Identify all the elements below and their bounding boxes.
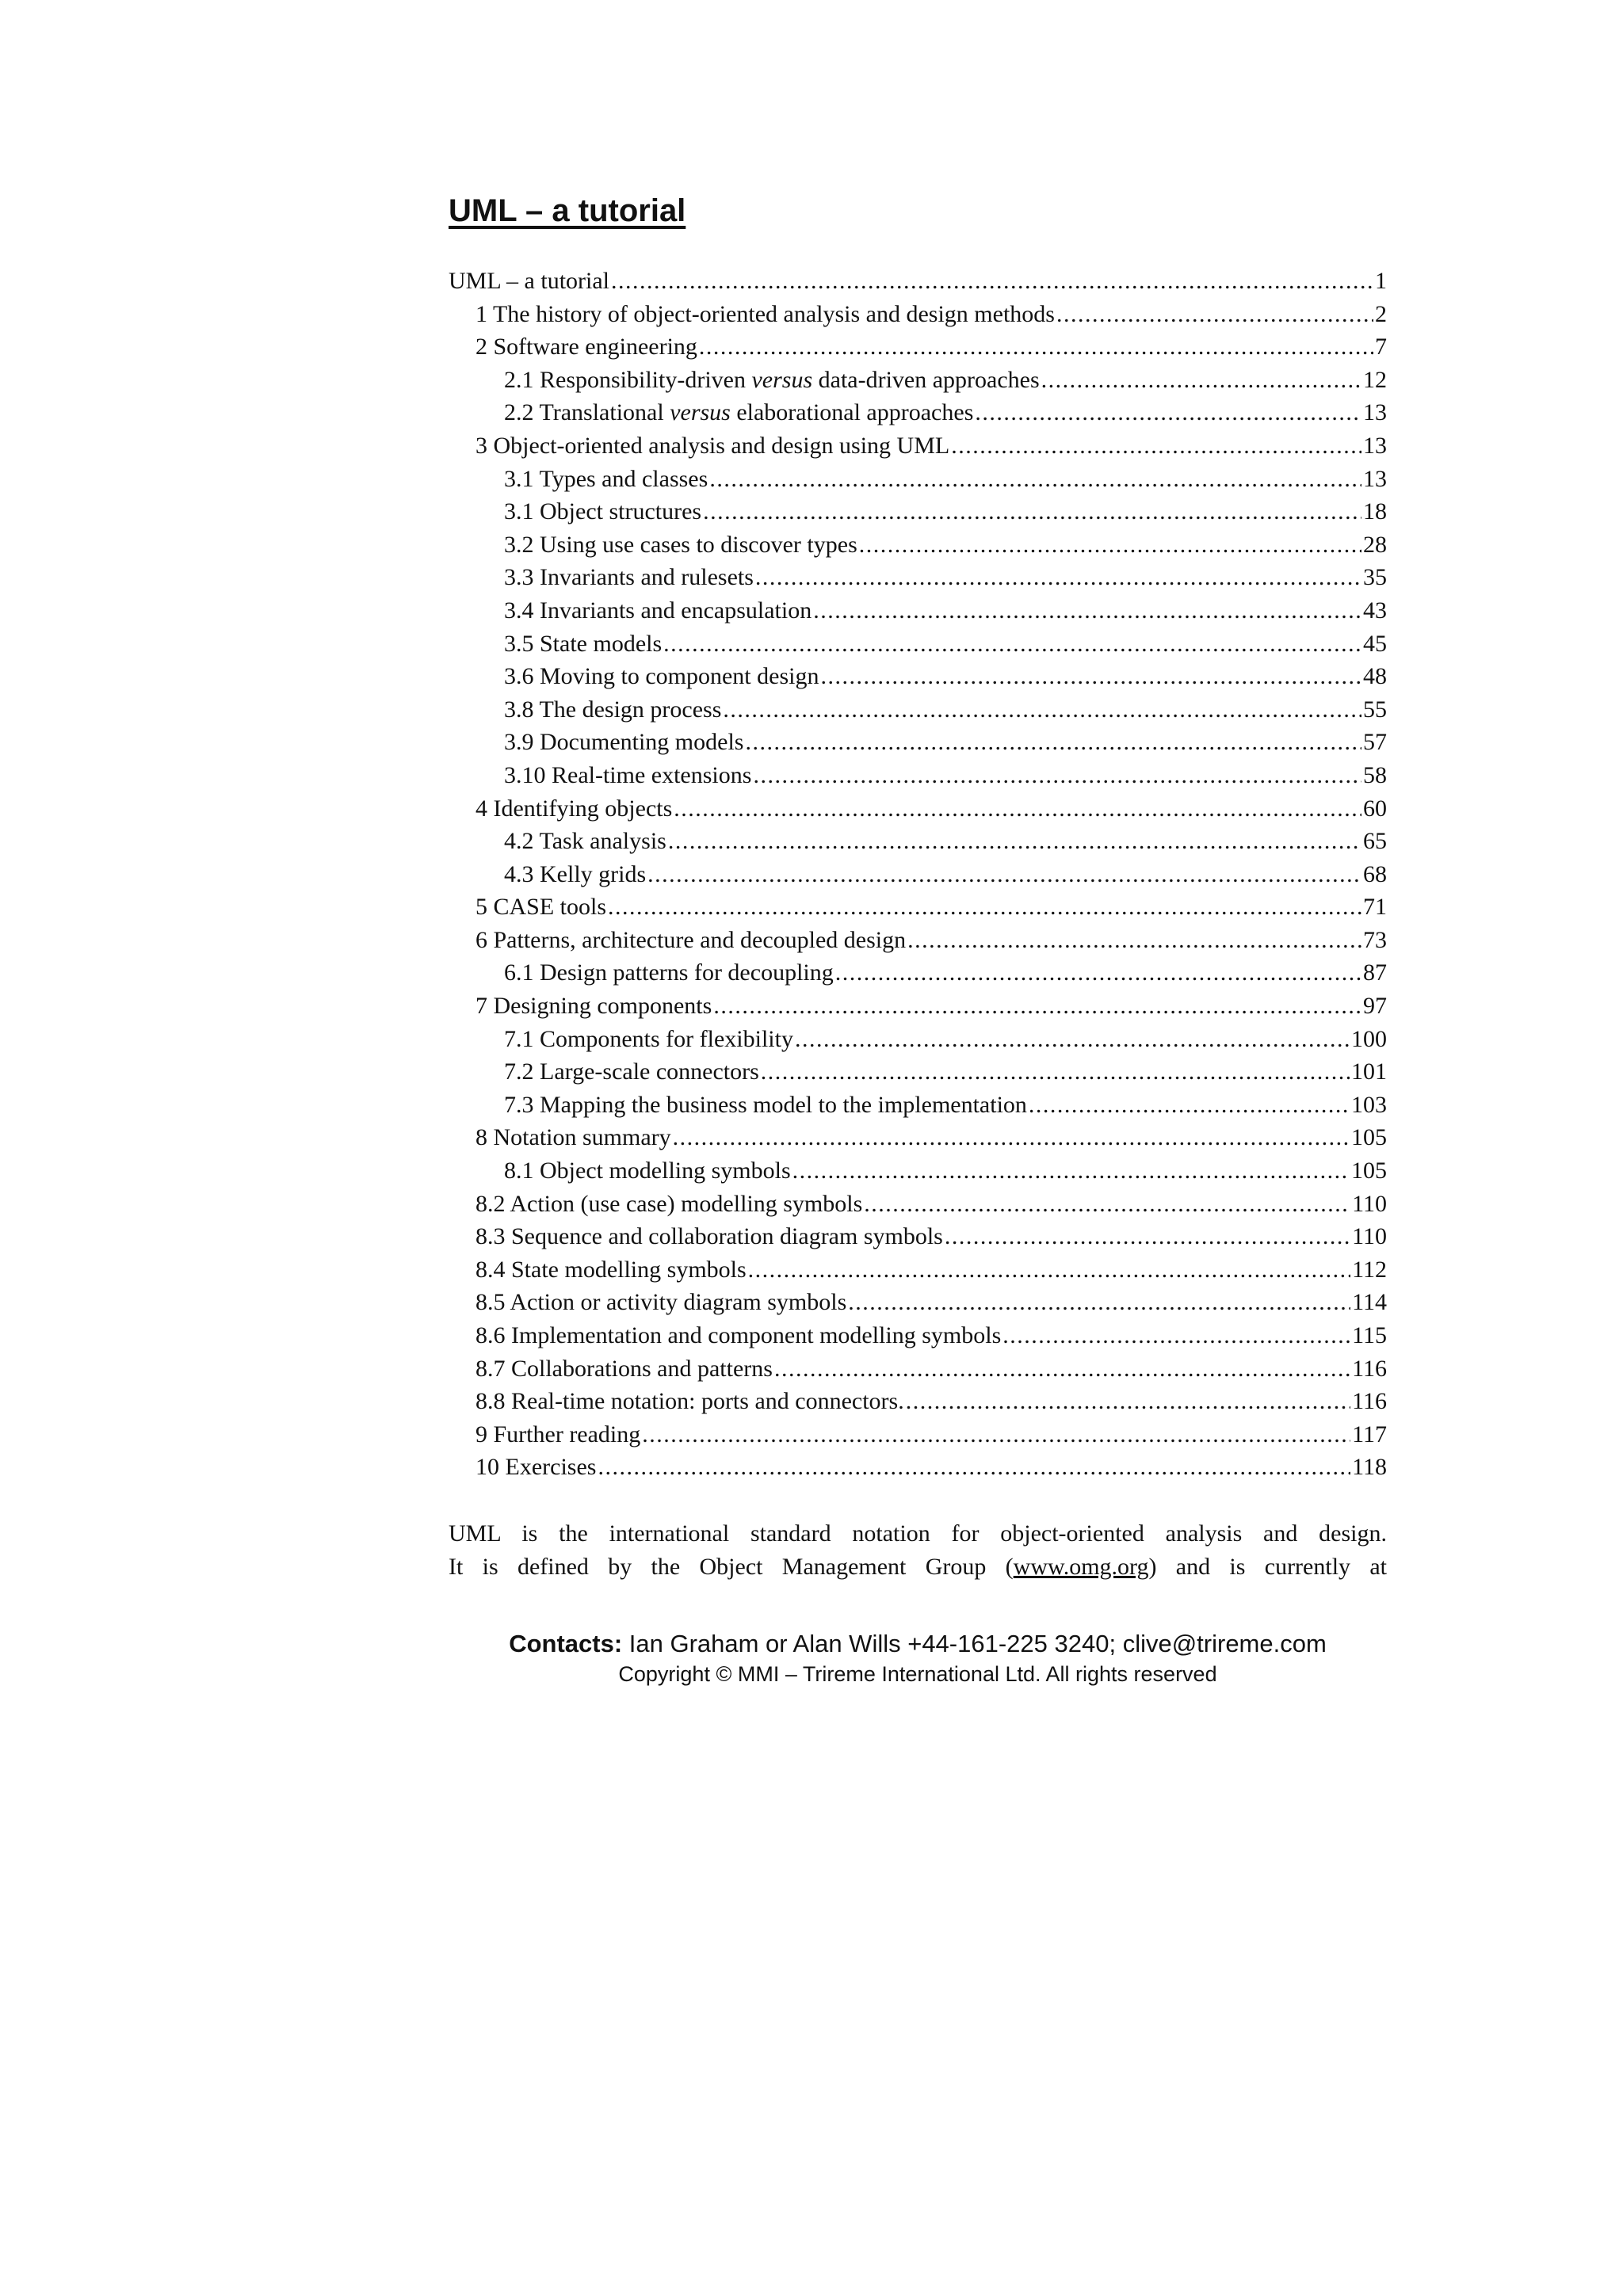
copyright-line: Copyright © MMI – Trireme International Ltd. All rights reserved <box>618 1661 1217 1686</box>
contacts-line <box>449 1628 1387 1660</box>
toc-entry[interactable] <box>449 594 1387 627</box>
toc-entry[interactable] <box>449 463 1387 496</box>
toc-leader-dots <box>951 429 1361 463</box>
toc-entry[interactable] <box>449 759 1387 792</box>
toc-leader-dots <box>673 1121 1350 1154</box>
toc-page-number: 12 <box>1363 366 1387 393</box>
toc-entry-title: 4.3 Kelly grids <box>504 860 647 887</box>
toc-page-number: 43 <box>1363 597 1387 624</box>
toc-entry[interactable] <box>449 825 1387 858</box>
toc-entry-title: 3.2 Using use cases to discover types <box>504 531 857 558</box>
toc-page-number: 71 <box>1363 894 1387 921</box>
toc-page-number: 45 <box>1363 630 1387 657</box>
toc-leader-dots <box>761 1055 1350 1089</box>
toc-entry[interactable] <box>449 265 1387 298</box>
toc-entry[interactable] <box>449 1253 1387 1287</box>
toc-page-number: 115 <box>1352 1322 1387 1348</box>
toc-leader-dots <box>820 660 1361 693</box>
toc-leader-dots <box>848 1286 1350 1319</box>
toc-entry-title: 3.1 Types and classes <box>504 465 708 492</box>
toc-page-number: 110 <box>1352 1223 1387 1250</box>
toc-leader-dots <box>1002 1319 1350 1352</box>
toc-leader-dots <box>835 956 1361 990</box>
toc-entry-title: 3.5 State models <box>504 630 663 657</box>
toc-entry[interactable] <box>449 1286 1387 1319</box>
toc-entry[interactable] <box>449 1089 1387 1122</box>
intro-paragraph <box>449 1517 1387 1584</box>
toc-leader-dots <box>907 924 1361 957</box>
toc-entry-title: 8.4 State modelling symbols <box>475 1256 747 1283</box>
table-of-contents <box>449 265 1387 1484</box>
contacts-text: Ian Graham or Alan Wills +44-161-225 3240; clive@trireme.com <box>622 1629 1327 1657</box>
toc-entry[interactable] <box>449 924 1387 957</box>
toc-entry-title: 8.3 Sequence and collaboration diagram symbols <box>475 1223 943 1250</box>
toc-page-number: 58 <box>1363 761 1387 788</box>
toc-page-number: 97 <box>1363 993 1387 1020</box>
toc-page-number: 73 <box>1363 926 1387 953</box>
toc-entry[interactable] <box>449 298 1387 331</box>
toc-page-number: 18 <box>1363 498 1387 525</box>
page-title: UML – a tutorial <box>449 193 686 228</box>
toc-entry-title: 7.1 Components for flexibility <box>504 1025 793 1052</box>
toc-page-number: 13 <box>1363 399 1387 426</box>
toc-page-number: 35 <box>1363 564 1387 591</box>
toc-leader-dots <box>975 396 1361 429</box>
toc-entry[interactable] <box>449 660 1387 693</box>
intro-line-2 <box>449 1550 1387 1584</box>
toc-leader-dots <box>642 1418 1350 1451</box>
toc-page-number: 112 <box>1352 1256 1387 1283</box>
intro-line-1: UML is the international standard notation for object-oriented analysis and design. <box>449 1520 1387 1547</box>
toc-page-number: 7 <box>1375 334 1387 360</box>
toc-entry[interactable] <box>449 364 1387 397</box>
toc-entry-title: 8.6 Implementation and component modelling symbols <box>475 1322 1002 1348</box>
toc-leader-dots <box>792 1154 1350 1188</box>
toc-leader-dots <box>774 1352 1350 1386</box>
toc-entry[interactable] <box>449 693 1387 727</box>
toc-page-number: 105 <box>1351 1158 1387 1184</box>
toc-leader-dots <box>813 594 1361 627</box>
toc-entry[interactable] <box>449 1451 1387 1484</box>
toc-page-number: 65 <box>1363 828 1387 855</box>
toc-page-number: 13 <box>1363 432 1387 459</box>
toc-page-number: 55 <box>1363 696 1387 723</box>
toc-page-number: 101 <box>1351 1058 1387 1085</box>
toc-leader-dots <box>709 463 1361 496</box>
toc-page-number: 48 <box>1363 663 1387 690</box>
toc-page-number: 116 <box>1352 1355 1387 1382</box>
toc-entry-title: 5 CASE tools <box>475 894 607 921</box>
toc-entry[interactable] <box>449 396 1387 429</box>
toc-page-number: 103 <box>1351 1091 1387 1118</box>
toc-page-number: 105 <box>1351 1124 1387 1151</box>
toc-entry[interactable] <box>449 1352 1387 1386</box>
toc-entry[interactable] <box>449 1418 1387 1451</box>
toc-entry[interactable] <box>449 330 1387 364</box>
toc-leader-dots <box>699 330 1373 364</box>
toc-leader-dots <box>674 792 1361 826</box>
toc-entry-title: 3.8 The design process <box>504 696 722 723</box>
toc-leader-dots <box>864 1188 1350 1221</box>
toc-leader-dots <box>647 858 1361 891</box>
document-page <box>449 189 1387 1688</box>
toc-leader-dots <box>1041 364 1361 397</box>
toc-page-number: 116 <box>1352 1388 1387 1415</box>
toc-page-number: 117 <box>1352 1421 1387 1447</box>
toc-entry[interactable] <box>449 1188 1387 1221</box>
toc-entry[interactable] <box>449 429 1387 463</box>
toc-entry-title: 3.10 Real-time extensions <box>504 761 752 788</box>
toc-leader-dots <box>713 990 1361 1023</box>
toc-entry-title: 3.6 Moving to component design <box>504 663 819 690</box>
toc-entry-title: 8.5 Action or activity diagram symbols <box>475 1289 847 1316</box>
toc-entry-title: 9 Further reading <box>475 1421 641 1447</box>
intro-line-2-post: ) and is currently at <box>1148 1553 1387 1580</box>
toc-entry[interactable] <box>449 1154 1387 1188</box>
intro-line-2-pre: It is defined by the Object Management Group ( <box>449 1553 1014 1580</box>
toc-entry[interactable] <box>449 495 1387 528</box>
toc-entry-title: 6.1 Design patterns for decoupling <box>504 959 834 986</box>
toc-entry-title: 8.2 Action (use case) modelling symbols <box>475 1190 863 1217</box>
toc-page-number: 110 <box>1352 1190 1387 1217</box>
toc-entry[interactable] <box>449 1121 1387 1154</box>
toc-leader-dots <box>608 891 1361 924</box>
toc-entry[interactable] <box>449 561 1387 594</box>
toc-entry[interactable] <box>449 792 1387 826</box>
toc-leader-dots <box>723 693 1361 727</box>
toc-entry-title: 3 Object-oriented analysis and design using UML <box>475 432 950 459</box>
toc-page-number: 118 <box>1352 1454 1387 1481</box>
toc-entry-title: 3.9 Documenting models <box>504 729 744 756</box>
toc-leader-dots <box>859 528 1361 562</box>
toc-leader-dots <box>1056 298 1373 331</box>
toc-entry-title: 3.1 Object structures <box>504 498 702 525</box>
toc-entry[interactable] <box>449 891 1387 924</box>
toc-page-number: 2 <box>1375 300 1387 327</box>
toc-page-number: 1 <box>1375 268 1387 294</box>
toc-leader-dots <box>611 265 1373 298</box>
toc-entry-title: UML – a tutorial <box>449 268 610 294</box>
toc-entry-title: 1 The history of object-oriented analysis and design methods <box>475 300 1055 327</box>
toc-page-number: 68 <box>1363 860 1387 887</box>
toc-entry[interactable] <box>449 1055 1387 1089</box>
toc-entry[interactable] <box>449 1319 1387 1352</box>
toc-entry-title: 7 Designing components <box>475 993 712 1020</box>
toc-entry[interactable] <box>449 726 1387 759</box>
toc-page-number: 28 <box>1363 531 1387 558</box>
toc-leader-dots <box>663 627 1361 661</box>
toc-entry[interactable] <box>449 858 1387 891</box>
toc-entry[interactable] <box>449 528 1387 562</box>
toc-leader-dots <box>795 1023 1350 1056</box>
toc-entry-title: 7.3 Mapping the business model to the implementation <box>504 1091 1027 1118</box>
toc-entry-title: 6 Patterns, architecture and decoupled design <box>475 926 907 953</box>
toc-entry[interactable] <box>449 1023 1387 1056</box>
toc-entry-title: 2 Software engineering <box>475 334 697 360</box>
toc-entry[interactable] <box>449 1385 1387 1418</box>
toc-leader-dots <box>703 495 1361 528</box>
toc-entry-title: 3.4 Invariants and encapsulation <box>504 597 812 624</box>
toc-leader-dots <box>745 726 1361 759</box>
toc-leader-dots <box>753 759 1361 792</box>
toc-entry-title: 3.3 Invariants and rulesets <box>504 564 754 591</box>
toc-leader-dots <box>668 825 1361 858</box>
toc-entry-title: 7.2 Large-scale connectors <box>504 1058 759 1085</box>
toc-leader-dots <box>906 1385 1350 1418</box>
toc-entry[interactable] <box>449 627 1387 661</box>
toc-leader-dots <box>1029 1089 1350 1122</box>
toc-entry[interactable] <box>449 1220 1387 1253</box>
toc-leader-dots <box>598 1451 1350 1484</box>
toc-entry-title: 8.8 Real-time notation: ports and connectors. <box>475 1388 904 1415</box>
toc-entry-title: 4 Identifying objects <box>475 795 673 822</box>
toc-leader-dots <box>945 1220 1350 1253</box>
toc-entry-title: 8 Notation summary <box>475 1124 671 1151</box>
toc-page-number: 87 <box>1363 959 1387 986</box>
toc-entry-title: 10 Exercises <box>475 1454 597 1481</box>
toc-entry-title: 4.2 Task analysis <box>504 828 666 855</box>
toc-leader-dots <box>748 1253 1350 1287</box>
toc-page-number: 57 <box>1363 729 1387 756</box>
toc-page-number: 13 <box>1363 465 1387 492</box>
toc-entry-title: 8.7 Collaborations and patterns <box>475 1355 773 1382</box>
toc-page-number: 100 <box>1351 1025 1387 1052</box>
contacts-label: Contacts: <box>509 1629 623 1657</box>
toc-entry-title: 2.2 Translational versus elaborational approaches <box>504 399 974 426</box>
toc-page-number: 114 <box>1352 1289 1387 1316</box>
toc-entry[interactable] <box>449 956 1387 990</box>
toc-leader-dots <box>755 561 1361 594</box>
toc-page-number: 60 <box>1363 795 1387 822</box>
toc-entry[interactable] <box>449 990 1387 1023</box>
omg-link[interactable]: www.omg.org <box>1013 1553 1149 1580</box>
toc-entry-title: 8.1 Object modelling symbols <box>504 1158 791 1184</box>
toc-entry-title: 2.1 Responsibility-driven versus data-driven approaches <box>504 366 1040 393</box>
